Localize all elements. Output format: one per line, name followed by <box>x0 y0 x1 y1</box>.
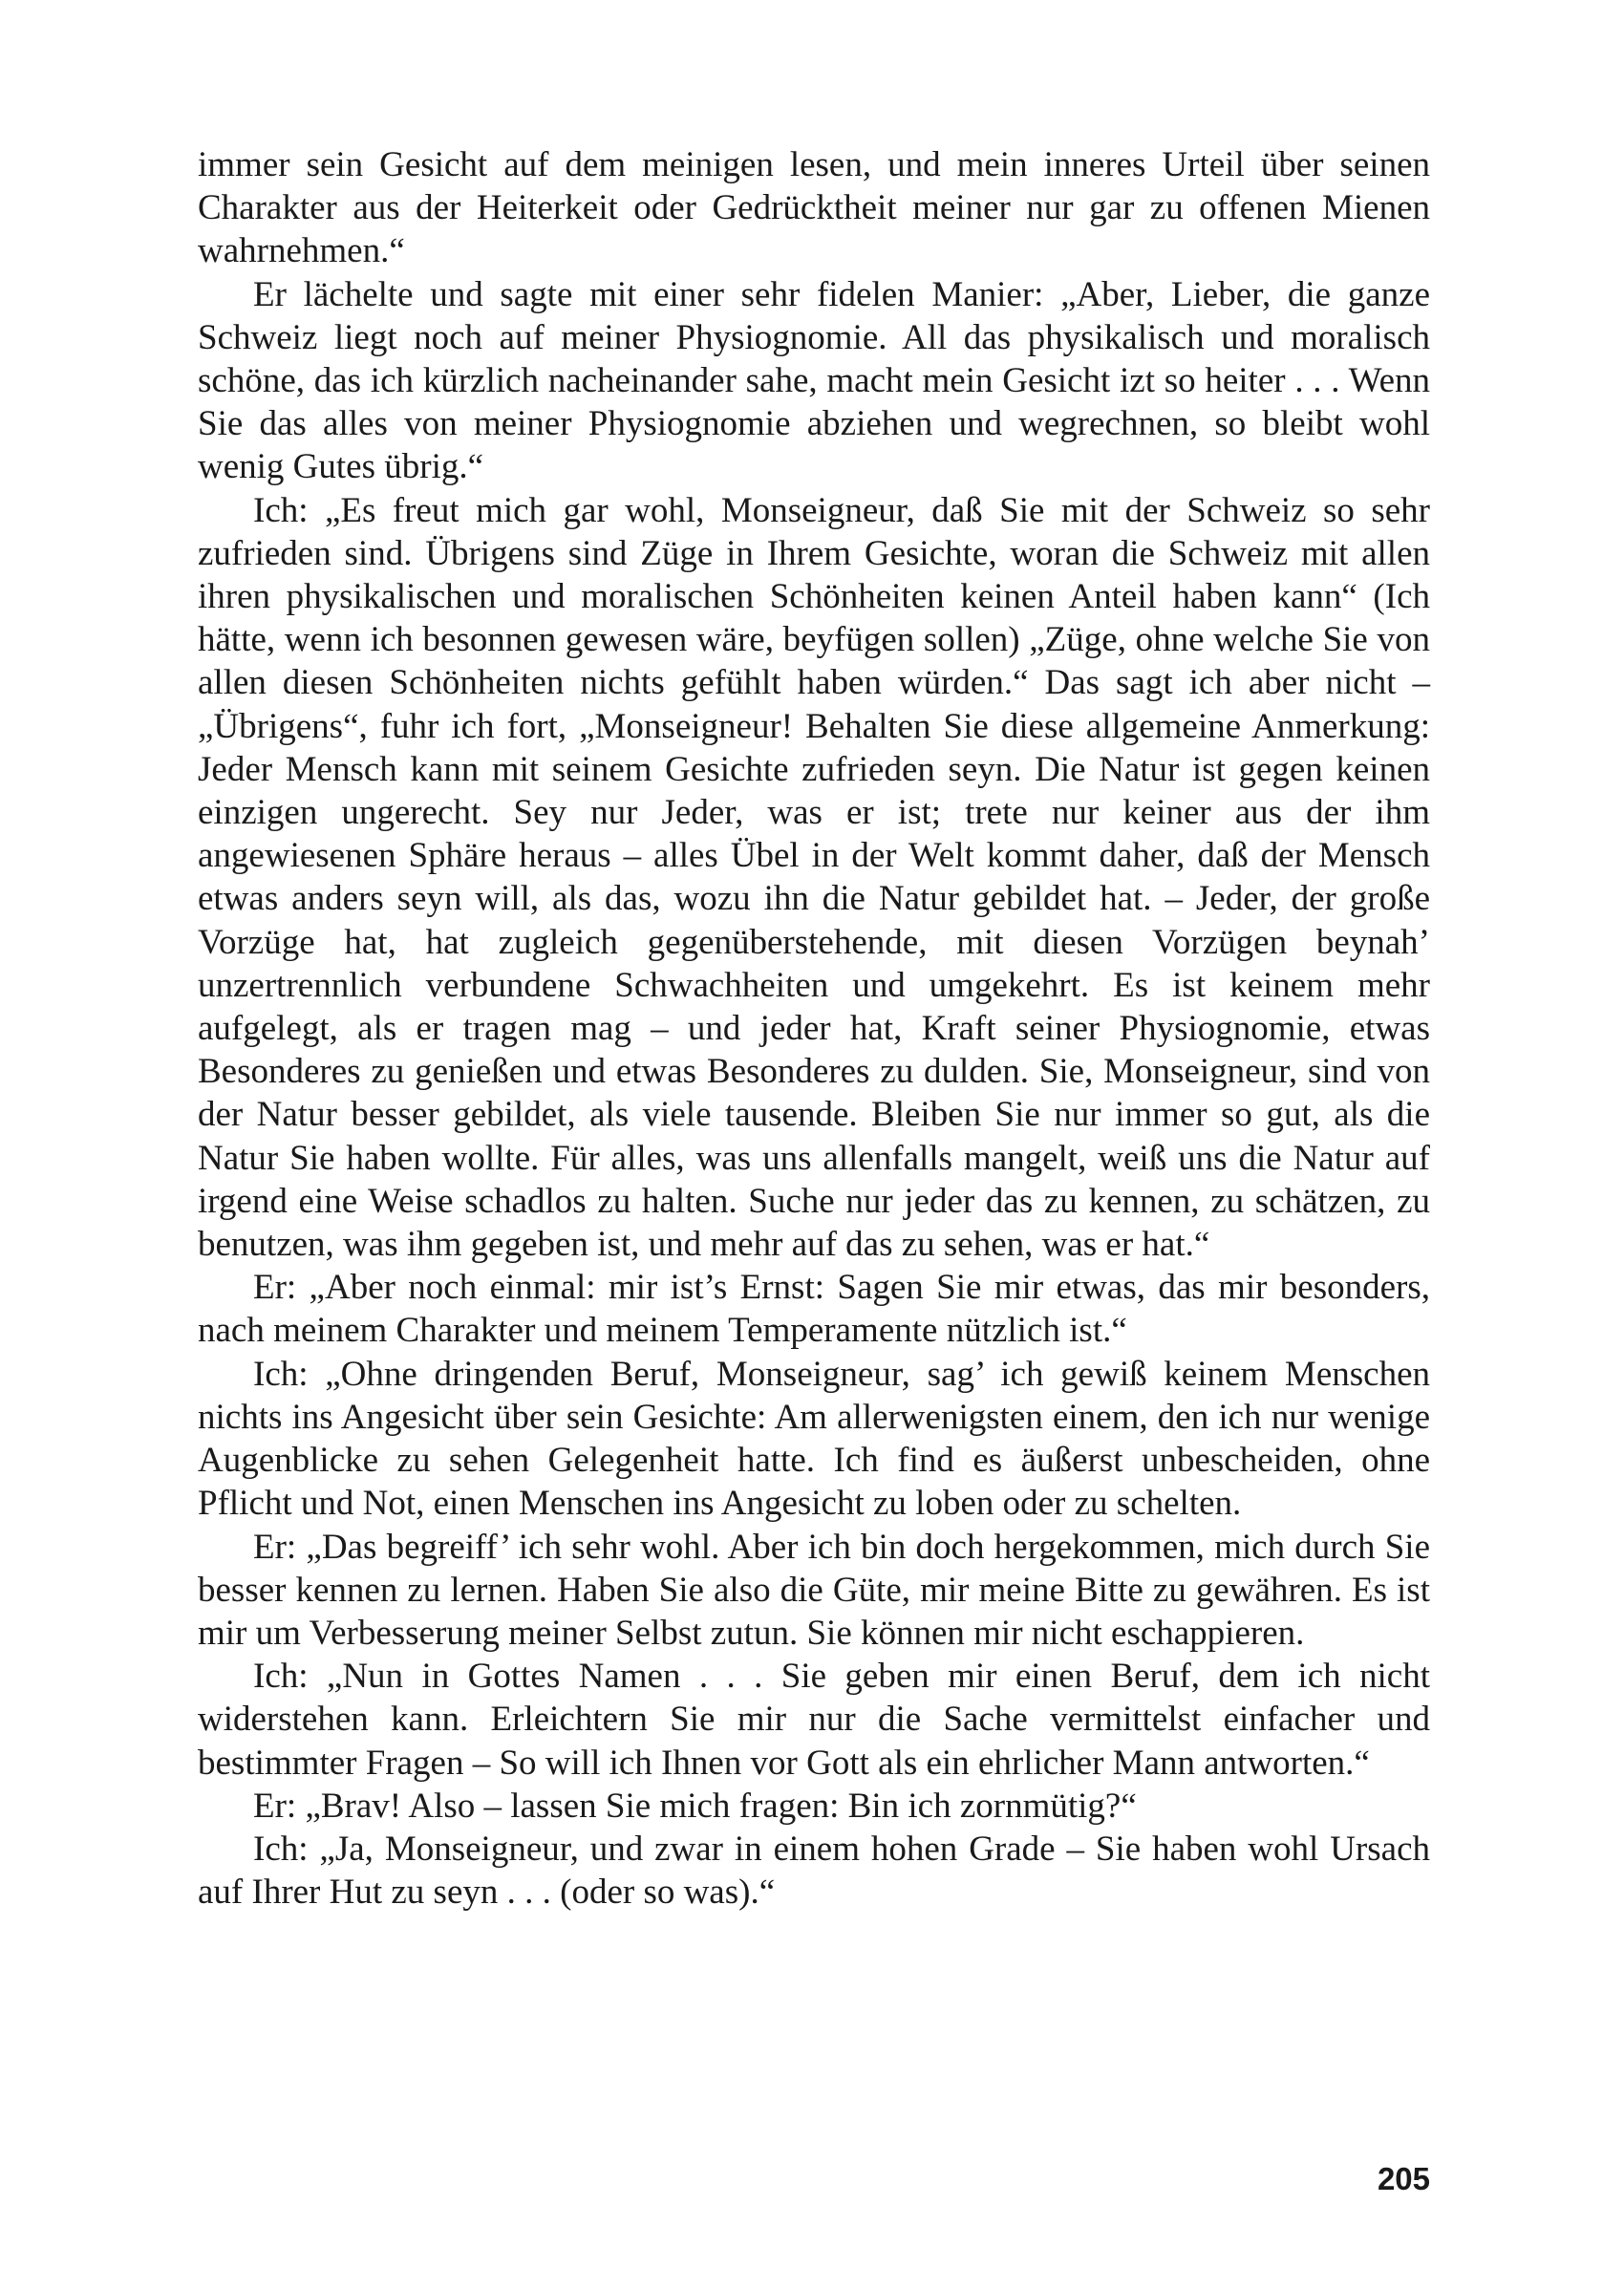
paragraph: Ich: „Ja, Monseigneur, und zwar in einem hohen Grade – Sie haben wohl Ursach auf Ihrer Hut zu seyn . . . (oder so was).“ <box>198 1829 1430 1913</box>
paragraph: Ich: „Nun in Gottes Namen . . . Sie geben mir einen Beruf, dem ich nicht widerstehen kann. Erleichtern Sie mir nur die Sache vermittelst einfacher und bestimmter Fragen – So will ich Ihnen vor Gott als ein ehrlicher Mann antworten.“ <box>198 1657 1430 1783</box>
page-number: 205 <box>1377 2161 1430 2196</box>
paragraph: Er: „Das begreiff’ ich sehr wohl. Aber ich bin doch hergekommen, mich durch Sie besser kennen zu lernen. Haben Sie also die Güte, mir meine Bitte zu gewähren. Es ist mir um Verbesserung meiner Selbst zutun. Sie können mir nicht eschappieren. <box>198 1527 1430 1653</box>
paragraph: Er lächelte und sagte mit einer sehr fidelen Manier: „Aber, Lieber, die ganze Schweiz liegt noch auf meiner Physiognomie. All das physikalisch und moralisch schöne, das ich kürzlich nacheinander sahe, macht mein Gesicht izt so heiter . . . Wenn Sie das alles von meiner Physiognomie abziehen und wegrechnen, so bleibt wohl wenig Gutes übrig.“ <box>198 274 1430 487</box>
paragraph: immer sein Gesicht auf dem meinigen lesen, und mein inneres Urteil über seinen Charakter aus der Heiterkeit oder Gedrücktheit meiner nur gar zu offenen Mienen wahrnehmen.“ <box>198 145 1430 271</box>
paragraph: Ich: „Ohne dringenden Beruf, Monseigneur, sag’ ich gewiß keinem Menschen nichts ins Angesicht über sein Gesichte: Am allerwenigsten einem, den ich nur wenige Augenblicke zu sehen Gelegenheit hatte. Ich find es äußerst unbescheiden, ohne Pflicht und Not, einen Menschen ins Angesicht zu loben oder zu schelten. <box>198 1354 1430 1524</box>
paragraph: Ich: „Es freut mich gar wohl, Monseigneur, daß Sie mit der Schweiz so sehr zufrieden sind. Übrigens sind Züge in Ihrem Gesichte, woran die Schweiz mit allen ihren physikalischen und moralischen Schönheiten keinen Anteil haben kann“ (Ich hätte, wenn ich besonnen gewesen wäre, beyfügen sollen) „Züge, ohne welche Sie von allen diesen Schönheiten nichts gefühlt haben würden.“ Das sagt ich aber nicht – „Übrigens“, fuhr ich fort, „Monseigneur! Behalten Sie diese allgemeine Anmerkung: Jeder Mensch kann mit seinem Gesichte zufrieden seyn. Die Natur ist gegen keinen einzigen ungerecht. Sey nur Jeder, was er ist; trete nur keiner aus der ihm angewiesenen Sphäre heraus – alles Übel in der Welt kommt daher, daß der Mensch etwas anders seyn will, als das, wozu ihn die Natur gebildet hat. – Jeder, der große Vorzüge hat, hat zugleich gegenüberstehende, mit diesen Vorzügen beynah’ unzertrennlich verbundene Schwachheiten und umgekehrt. Es ist keinem mehr aufgelegt, als er tragen mag – und jeder hat, Kraft seiner Physiognomie, etwas Besonderes zu genießen und etwas Besonderes zu dulden. Sie, Monseigneur, sind von der Natur besser gebildet, als viele tausende. Bleiben Sie nur immer so gut, als die Natur Sie haben wollte. Für alles, was uns allenfalls mangelt, weiß uns die Natur auf irgend eine Weise schadlos zu halten. Suche nur jeder das zu kennen, zu schätzen, zu benutzen, was ihm gegeben ist, und mehr auf das zu sehen, was er hat.“ <box>198 490 1430 1265</box>
paragraph: Er: „Brav! Also – lassen Sie mich fragen: Bin ich zornmütig?“ <box>253 1786 1137 1826</box>
paragraph: Er: „Aber noch einmal: mir ist’s Ernst: Sagen Sie mir etwas, das mir besonders, nach meinem Charakter und meinem Temperamente nützlich ist.“ <box>198 1268 1430 1351</box>
page-text <box>198 143 1430 1914</box>
